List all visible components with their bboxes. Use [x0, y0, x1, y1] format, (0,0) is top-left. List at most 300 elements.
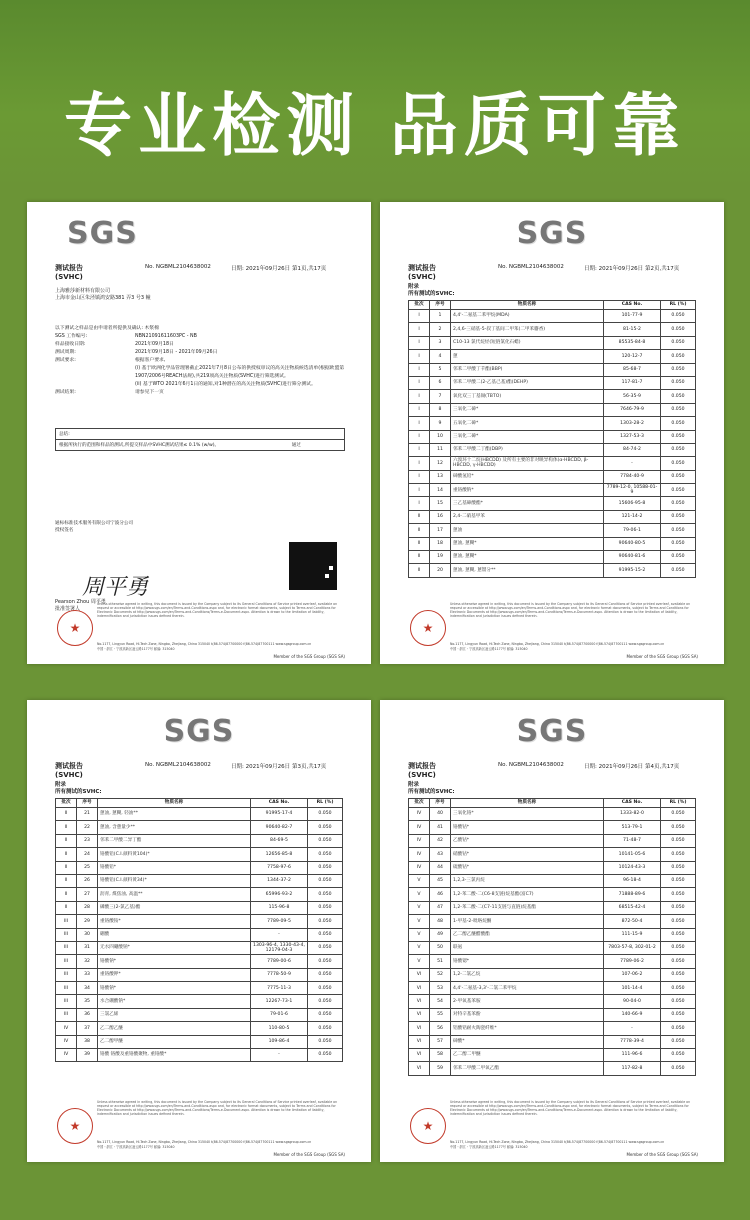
cell-batch: II — [56, 888, 77, 901]
cell-seq: 23 — [77, 834, 98, 847]
cell-name: 铬酸锶* — [451, 955, 604, 968]
cell-name: 铬酸钠* — [98, 982, 251, 995]
col-cas: CAS No. — [251, 799, 308, 808]
cell-name: 乙二醇二甲醚 — [451, 1049, 604, 1062]
stamp-icon: ★ — [410, 1108, 446, 1144]
cell-rl: 0.050 — [661, 1008, 696, 1021]
table-row — [56, 834, 343, 847]
cell-batch: II — [56, 808, 77, 821]
cell-seq: 41 — [430, 821, 451, 834]
cell-cas: 90-04-0 — [604, 995, 661, 1008]
member-text: Member of the SGS Group (SGS SA) — [273, 1152, 345, 1157]
cell-rl: 0.050 — [661, 901, 696, 914]
table-row — [56, 888, 343, 901]
col-cas: CAS No. — [604, 799, 661, 808]
cell-batch: I — [409, 323, 430, 336]
cell-name: 对特辛基苯酚 — [451, 1008, 604, 1021]
cell-cas: 15606-95-8 — [604, 497, 661, 510]
cell-cas: 7789-09-5 — [251, 915, 308, 928]
signer: Pearson Zhou 周平勇 批准签署人 — [55, 599, 106, 612]
col-name: 物质名称 — [451, 301, 604, 310]
report-title: 测试报告 (SVHC) — [55, 264, 83, 281]
cell-rl: 0.050 — [661, 982, 696, 995]
cell-rl: 0.050 — [661, 403, 696, 416]
table-row — [56, 874, 343, 887]
sgs-logo: SGS — [67, 216, 138, 251]
cell-seq: 3 — [430, 336, 451, 349]
cell-rl: 0.050 — [661, 861, 696, 874]
cell-batch: II — [56, 834, 77, 847]
table-row — [409, 363, 696, 376]
address: No.1177, Lingyun Road, Hi-Tech Zone, Ningbo, Zhejiang, China 315040 t(86-574)87700000 f(86-574)87700111 www.sgsgroup.com.cn 中国・浙江・宁波高新区凌云路1177号 邮编: 315040 — [97, 1140, 312, 1149]
cell-name: 邻苯二甲酸二甲氧乙酯 — [451, 1062, 604, 1075]
table-row — [409, 376, 696, 389]
table-row — [56, 1008, 343, 1021]
cell-batch: I — [409, 457, 430, 470]
cell-seq: 58 — [430, 1049, 451, 1062]
cell-batch: IV — [409, 821, 430, 834]
table-row — [409, 1022, 696, 1035]
cell-rl: 0.050 — [661, 510, 696, 523]
table-row — [409, 928, 696, 941]
cell-cas: 115-96-8 — [251, 901, 308, 914]
cell-batch: VI — [409, 995, 430, 1008]
report-date: 日期: 2021年09月26日 — [584, 764, 644, 770]
cell-cas: 7775-11-3 — [251, 982, 308, 995]
cell-batch: III — [56, 995, 77, 1008]
table-row — [409, 403, 696, 416]
cell-batch: VI — [409, 1062, 430, 1075]
table-row — [409, 834, 696, 847]
cell-cas: 91995-15-2 — [604, 564, 661, 577]
report-number: No. NGBML2104638002 — [145, 264, 211, 270]
report-number: No. NGBML2104638002 — [498, 762, 564, 768]
cell-cas: - — [251, 928, 308, 941]
appendix-heading: 附录 所有测试的SVHC: — [408, 782, 455, 795]
table-row — [409, 443, 696, 456]
table-row — [409, 497, 696, 510]
cell-batch: I — [409, 497, 430, 510]
cell-cas: 7789-06-2 — [604, 955, 661, 968]
cell-cas: 81-15-2 — [604, 323, 661, 336]
cell-seq: 28 — [77, 901, 98, 914]
page-indicator: 第4页,共17页 — [645, 764, 680, 770]
cell-batch: III — [56, 941, 77, 954]
cell-name: 砷酸* — [451, 1035, 604, 1048]
table-row — [409, 336, 696, 349]
cell-cas: 101-77-9 — [604, 310, 661, 323]
cell-cas: 71888-89-6 — [604, 888, 661, 901]
cell-rl: 0.050 — [308, 821, 343, 834]
cell-batch: III — [56, 1008, 77, 1021]
cell-seq: 51 — [430, 955, 451, 968]
cell-batch: V — [409, 901, 430, 914]
fine-print: Unless otherwise agreed in writing, this document is issued by the Company subject to its General Conditions of Service printed overleaf, available on request or accessible at http://www.sgs.com/en/Terms-and-Conditions.aspx and, for electronic format documents, subject to Terms and Conditions for Electronic Documents at http://www.sgs.com/en/Terms-and-Conditions/Terms-e-Document.aspx. Attention is drawn to the limitation of liability, indemnification and jurisdiction issues defined therein. — [97, 1100, 338, 1116]
sgs-logo: SGS — [516, 216, 588, 251]
cell-batch: III — [56, 928, 77, 941]
cell-name: 4,4'-二氨基二苯甲烷(MDA) — [451, 310, 604, 323]
cell-rl: 0.050 — [661, 1049, 696, 1062]
cell-seq: 17 — [430, 524, 451, 537]
cell-name: 铬酸铅* — [98, 861, 251, 874]
cell-rl: 0.050 — [308, 915, 343, 928]
cell-seq: 20 — [430, 564, 451, 577]
cell-rl: 0.050 — [661, 323, 696, 336]
table-row — [409, 564, 696, 577]
cell-seq: 9 — [430, 417, 451, 430]
cell-batch: II — [409, 551, 430, 564]
cell-cas: 7778-50-9 — [251, 968, 308, 981]
cell-name: 蒽 — [451, 350, 604, 363]
cell-rl: 0.050 — [308, 968, 343, 981]
cell-seq: 15 — [430, 497, 451, 510]
sgs-logo: SGS — [163, 714, 235, 749]
cell-cas: 91995-17-4 — [251, 808, 308, 821]
intro-text: 以下测试之样品是由申请者所提供及确认: 木浆棉 — [55, 326, 159, 331]
table-row — [409, 1049, 696, 1062]
report-page-4 — [380, 700, 724, 1162]
cell-batch: V — [409, 955, 430, 968]
cell-rl: 0.050 — [661, 390, 696, 403]
cell-rl: 0.050 — [661, 376, 696, 389]
cell-cas: 84-69-5 — [251, 834, 308, 847]
report-page-3 — [27, 700, 371, 1162]
cell-cas: 109-86-4 — [251, 1035, 308, 1048]
cell-rl: 0.050 — [661, 995, 696, 1008]
cell-seq: 18 — [430, 537, 451, 550]
cell-rl: 0.050 — [661, 551, 696, 564]
cell-seq: 35 — [77, 995, 98, 1008]
cell-name: 蒽油, 蒽糊* — [451, 551, 604, 564]
fine-print: Unless otherwise agreed in writing, this document is issued by the Company subject to its General Conditions of Service printed overleaf, available on request or accessible at http://www.sgs.com/en/Terms-and-Conditions.aspx and, for electronic format documents, subject to Terms and Conditions for Electronic Documents at http://www.sgs.com/en/Terms-and-Conditions/Terms-e-Document.aspx. Attention is drawn to the limitation of liability, indemnification and jurisdiction issues defined therein. — [97, 602, 338, 618]
cell-cas: 12656-85-8 — [251, 848, 308, 861]
cell-batch: I — [409, 310, 430, 323]
cell-name: 1-甲基-2-吡咯烷酮 — [451, 915, 604, 928]
cell-name: 蒽油, 蒽糊, 蒽馏分** — [451, 564, 604, 577]
cell-cas: 85535-84-8 — [604, 336, 661, 349]
table-row — [56, 821, 343, 834]
cell-rl: 0.050 — [661, 443, 696, 456]
table-row — [56, 968, 343, 981]
table-row — [409, 874, 696, 887]
cell-cas: 79-06-1 — [604, 524, 661, 537]
address: No.1177, Lingyun Road, Hi-Tech Zone, Ningbo, Zhejiang, China 315040 t(86-574)87700000 f(86-574)87700111 www.sgsgroup.com.cn 中国・浙江・宁波高新区凌云路1177号 邮编: 315040 — [450, 1140, 665, 1149]
cell-seq: 53 — [430, 982, 451, 995]
cell-batch: I — [409, 350, 430, 363]
cell-name: 三氧化铬* — [451, 808, 604, 821]
cell-rl: 0.050 — [661, 564, 696, 577]
certifier: 通标标准技术服务有限公司宁波分公司 授权签名 — [55, 521, 134, 533]
cell-rl: 0.050 — [308, 834, 343, 847]
cell-seq: 32 — [77, 955, 98, 968]
cell-name: 三乙基砷酸酯* — [451, 497, 604, 510]
cell-batch: II — [409, 564, 430, 577]
cell-cas: 101-14-4 — [604, 982, 661, 995]
cell-batch: V — [409, 888, 430, 901]
cell-cas: 107-06-2 — [604, 968, 661, 981]
cell-name: 五氧化二砷* — [451, 417, 604, 430]
table-row — [409, 470, 696, 483]
cell-rl: 0.050 — [661, 497, 696, 510]
cell-rl: 0.050 — [308, 874, 343, 887]
cell-batch: II — [56, 861, 77, 874]
col-seq: 序号 — [77, 799, 98, 808]
cell-batch: II — [409, 537, 430, 550]
cell-batch: I — [409, 336, 430, 349]
cell-name: 蒽油, 蒽糊, 轻油** — [98, 808, 251, 821]
report-title: 测试报告 (SVHC) — [55, 762, 83, 779]
cell-batch: I — [409, 443, 430, 456]
cell-rl: 0.050 — [661, 350, 696, 363]
report-title: 测试报告 (SVHC) — [408, 762, 436, 779]
cell-name: 1,2-苯二酸-二(C6-8支链)烷基酯(富C7) — [451, 888, 604, 901]
col-cas: CAS No. — [604, 301, 661, 310]
cell-name: 重铬酸钠* — [451, 484, 604, 497]
table-row — [56, 848, 343, 861]
table-row — [56, 1035, 343, 1048]
report-page-1 — [27, 202, 371, 664]
table-row — [409, 1035, 696, 1048]
cell-rl: 0.050 — [661, 848, 696, 861]
cell-rl: 0.050 — [661, 537, 696, 550]
cell-seq: 55 — [430, 1008, 451, 1021]
cell-seq: 57 — [430, 1035, 451, 1048]
table-row — [409, 430, 696, 443]
cell-rl: 0.050 — [661, 888, 696, 901]
table-row — [409, 848, 696, 861]
cell-name: 乙酸钴* — [451, 834, 604, 847]
col-rl: RL (%) — [661, 301, 696, 310]
cell-cas: 7784-40-9 — [604, 470, 661, 483]
cell-batch: I — [409, 484, 430, 497]
cell-cas: 1303-96-4, 1330-43-4, 12179-04-3 — [251, 941, 308, 954]
cell-cas: 7789-12-0, 10588-01-9 — [604, 484, 661, 497]
signature: 周平勇 — [82, 575, 149, 600]
fine-print: Unless otherwise agreed in writing, this document is issued by the Company subject to its General Conditions of Service printed overleaf, available on request or accessible at http://www.sgs.com/en/Terms-and-Conditions.aspx and, for electronic format documents, subject to Terms and Conditions for Electronic Documents at http://www.sgs.com/en/Terms-and-Conditions/Terms-e-Document.aspx. Attention is drawn to the limitation of liability, indemnification and jurisdiction issues defined therein. — [450, 602, 691, 618]
cell-name: 硝酸钴* — [451, 848, 604, 861]
cell-rl: 0.050 — [661, 1035, 696, 1048]
cell-batch: VI — [409, 1049, 430, 1062]
cell-rl: 0.050 — [308, 995, 343, 1008]
cell-seq: 16 — [430, 510, 451, 523]
cell-cas: 117-81-7 — [604, 376, 661, 389]
cell-cas: - — [604, 457, 661, 470]
cell-seq: 59 — [430, 1062, 451, 1075]
table-row — [409, 484, 696, 497]
cell-cas: 7778-39-4 — [604, 1035, 661, 1048]
cell-seq: 24 — [77, 848, 98, 861]
cell-rl: 0.050 — [308, 955, 343, 968]
cell-seq: 27 — [77, 888, 98, 901]
cell-cas: 56-35-9 — [604, 390, 661, 403]
cell-batch: II — [56, 848, 77, 861]
table-row — [56, 982, 343, 995]
cell-rl: 0.050 — [661, 808, 696, 821]
cell-name: 邻苯二甲酸二异丁酯 — [98, 834, 251, 847]
cell-name: 重铬酸铵* — [98, 915, 251, 928]
table-row — [409, 310, 696, 323]
cell-cas: - — [604, 1022, 661, 1035]
cell-seq: 19 — [430, 551, 451, 564]
cell-cas: 1333-82-0 — [604, 808, 661, 821]
cell-batch: II — [56, 874, 77, 887]
cell-batch: III — [56, 968, 77, 981]
table-row — [409, 915, 696, 928]
cell-seq: 43 — [430, 848, 451, 861]
cell-name: 铬酸铅(C.I.颜料黄104)* — [98, 848, 251, 861]
cell-cas: 117-82-8 — [604, 1062, 661, 1075]
report-field: 样品接收日期: 2021年09月18日 — [55, 342, 174, 347]
cell-seq: 5 — [430, 363, 451, 376]
cell-batch: VI — [409, 1022, 430, 1035]
cell-name: 铬酸钠* — [98, 955, 251, 968]
cell-seq: 56 — [430, 1022, 451, 1035]
table-row — [56, 1022, 343, 1035]
cell-batch: IV — [56, 1035, 77, 1048]
cell-batch: V — [409, 928, 430, 941]
table-row — [409, 995, 696, 1008]
qr-code — [289, 542, 337, 590]
cell-seq: 50 — [430, 941, 451, 954]
cell-batch: IV — [409, 834, 430, 847]
cell-cas: 79-01-6 — [251, 1008, 308, 1021]
cell-seq: 7 — [430, 390, 451, 403]
cell-rl: 0.050 — [661, 1062, 696, 1075]
cell-batch: III — [56, 915, 77, 928]
cell-rl: 0.050 — [661, 955, 696, 968]
cell-rl: 0.050 — [308, 1049, 343, 1062]
cell-seq: 10 — [430, 430, 451, 443]
cell-name: 铬酸铅(C.I.颜料黄34)* — [98, 874, 251, 887]
table-row — [56, 928, 343, 941]
cell-name: 乙二醇甲醚 — [98, 1035, 251, 1048]
cell-cas: 71-48-7 — [604, 834, 661, 847]
cell-rl: 0.050 — [661, 941, 696, 954]
cell-cas: 90640-80-5 — [604, 537, 661, 550]
cell-batch: IV — [409, 848, 430, 861]
table-row — [409, 821, 696, 834]
cell-rl: 0.050 — [308, 901, 343, 914]
cell-name: 铬酸钴* — [451, 821, 604, 834]
cell-seq: 45 — [430, 874, 451, 887]
cell-name: 三氧化二砷* — [451, 430, 604, 443]
cell-batch: I — [409, 376, 430, 389]
cell-batch: VI — [409, 1008, 430, 1021]
cell-rl: 0.050 — [661, 470, 696, 483]
cell-name: 硼酸 — [98, 928, 251, 941]
cell-name: C10-13 氯代烷烃(短链氯化石蜡) — [451, 336, 604, 349]
cell-name: 蒽油, 含蒽量少** — [98, 821, 251, 834]
cell-cas: 65996-93-2 — [251, 888, 308, 901]
table-row — [409, 968, 696, 981]
cell-rl: 0.050 — [661, 834, 696, 847]
cell-name: 2-甲氧基苯胺 — [451, 995, 604, 1008]
col-batch: 批次 — [409, 799, 430, 808]
cell-seq: 1 — [430, 310, 451, 323]
cell-batch: VI — [409, 968, 430, 981]
cell-rl: 0.050 — [661, 484, 696, 497]
cell-batch: II — [56, 821, 77, 834]
cell-seq: 31 — [77, 941, 98, 954]
cell-rl: 0.050 — [661, 336, 696, 349]
cell-cas: 96-18-4 — [604, 874, 661, 887]
cell-seq: 4 — [430, 350, 451, 363]
table-row — [56, 861, 343, 874]
cell-seq: 2 — [430, 323, 451, 336]
cell-seq: 39 — [77, 1049, 98, 1062]
col-rl: RL (%) — [661, 799, 696, 808]
cell-batch: IV — [409, 861, 430, 874]
table-row — [409, 551, 696, 564]
cell-name: 铬酸 铬酸及重铬酸聚物, 重铬酸* — [98, 1049, 251, 1062]
cell-rl: 0.050 — [308, 928, 343, 941]
cell-batch: IV — [409, 808, 430, 821]
table-row — [409, 1008, 696, 1021]
cell-seq: 46 — [430, 888, 451, 901]
table-row — [409, 350, 696, 363]
cell-rl: 0.050 — [308, 1022, 343, 1035]
qr-module — [333, 586, 337, 590]
cell-name: 蒽油 — [451, 524, 604, 537]
cell-cas: 1344-37-2 — [251, 874, 308, 887]
cell-seq: 54 — [430, 995, 451, 1008]
cell-rl: 0.050 — [661, 457, 696, 470]
cell-batch: VI — [409, 1035, 430, 1048]
cell-name: 氧化双三丁基锡(TBTO) — [451, 390, 604, 403]
cell-seq: 30 — [77, 928, 98, 941]
table-row — [409, 941, 696, 954]
svhc-table — [408, 798, 696, 1076]
cell-seq: 49 — [430, 928, 451, 941]
cell-batch: III — [56, 982, 77, 995]
cell-rl: 0.050 — [308, 1035, 343, 1048]
cell-name: 无水四硼酸钠* — [98, 941, 251, 954]
cell-name: 乙二醇乙醚 — [98, 1022, 251, 1035]
table-row — [409, 323, 696, 336]
cell-seq: 29 — [77, 915, 98, 928]
conclusion-box: 总结: 根据所执行的范围和样品的测试,所提交样品中SVHC测试结果≤ 0.1% (w/w)。 通过 — [55, 428, 345, 451]
appendix-heading: 附录 所有测试的SVHC: — [408, 284, 455, 297]
cell-name: 三氧化二砷* — [451, 403, 604, 416]
cell-batch: V — [409, 874, 430, 887]
cell-rl: 0.050 — [661, 417, 696, 430]
cell-name: 硫酸钴* — [451, 861, 604, 874]
address: No.1177, Lingyun Road, Hi-Tech Zone, Ningbo, Zhejiang, China 315040 t(86-574)87700000 f(86-574)87700111 www.sgsgroup.com.cn 中国・浙江・宁波高新区凌云路1177号 邮编: 315040 — [450, 642, 665, 651]
report-number: No. NGBML2104638002 — [498, 264, 564, 270]
cell-cas: 85-68-7 — [604, 363, 661, 376]
cell-cas: 111-15-9 — [604, 928, 661, 941]
cell-cas: 12267-73-1 — [251, 995, 308, 1008]
cell-cas: 120-12-7 — [604, 350, 661, 363]
report-field: 测试周期: 2021年09月18日 - 2021年09月26日 — [55, 350, 218, 355]
cell-rl: 0.050 — [661, 363, 696, 376]
cell-cas: 7803-57-8, 302-01-2 — [604, 941, 661, 954]
cell-name: 蒽油, 蒽糊* — [451, 537, 604, 550]
cell-rl: 0.050 — [661, 310, 696, 323]
appendix-heading: 附录 所有测试的SVHC: — [55, 782, 102, 795]
col-batch: 批次 — [56, 799, 77, 808]
cell-name: 砷酸氢铅* — [451, 470, 604, 483]
cell-batch: III — [56, 955, 77, 968]
cell-name: 铝酸锆耐火陶瓷纤维* — [451, 1022, 604, 1035]
table-row — [409, 390, 696, 403]
cell-cas: 140-66-9 — [604, 1008, 661, 1021]
cell-cas: 513-79-1 — [604, 821, 661, 834]
cell-cas: 10141-05-6 — [604, 848, 661, 861]
cell-batch: II — [56, 901, 77, 914]
cell-name: 1,2-苯二酸-二(C7-11支链与直链)烷基酯 — [451, 901, 604, 914]
table-row — [409, 861, 696, 874]
